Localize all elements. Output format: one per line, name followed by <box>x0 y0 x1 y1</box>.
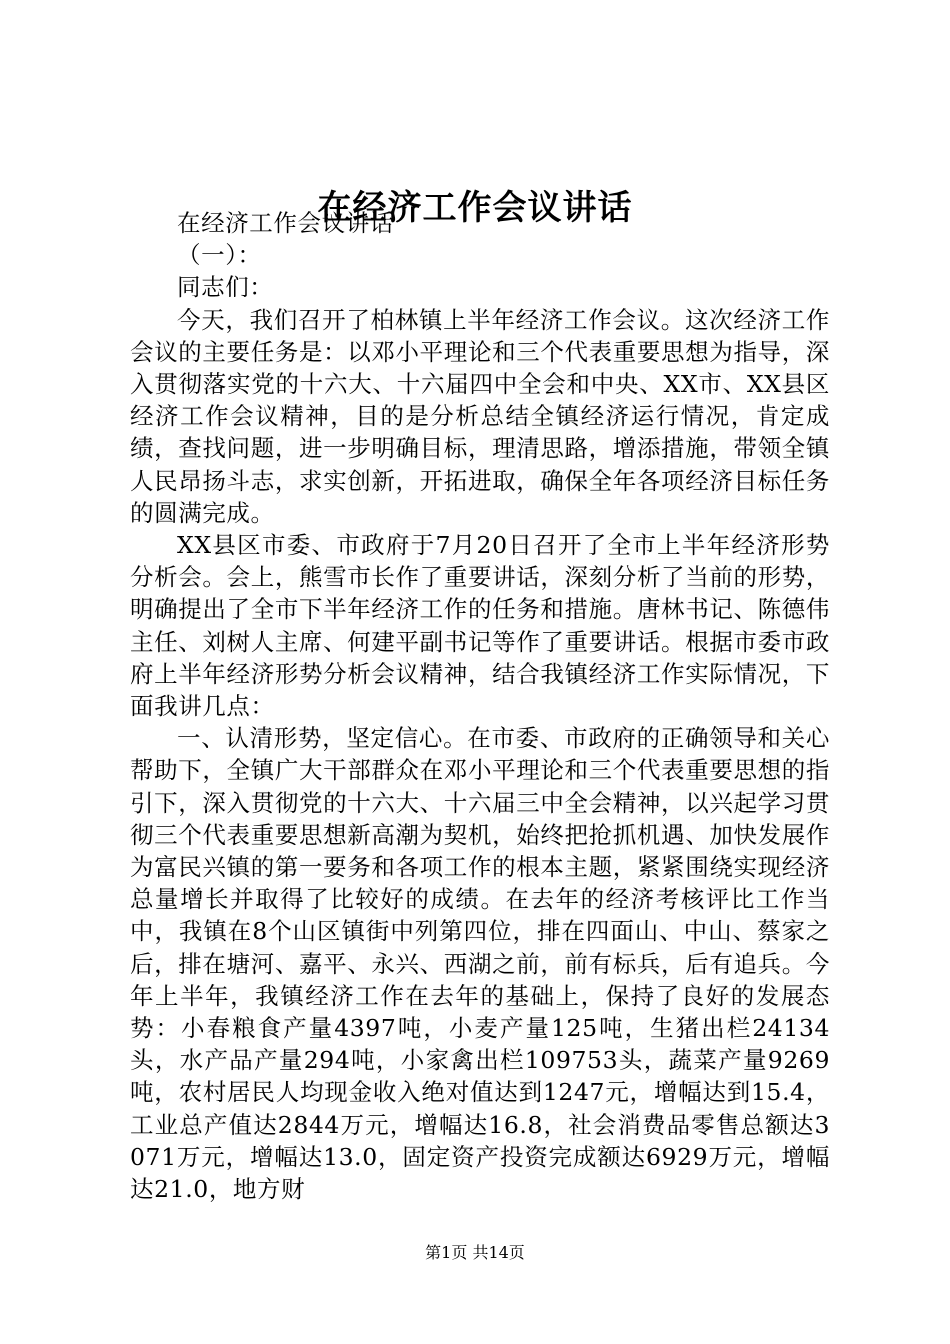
document-body <box>130 207 830 1205</box>
page-footer: 第1页 共14页 <box>425 1243 525 1262</box>
paragraph-section-number: （一）： <box>177 241 262 270</box>
paragraph-section-one: 一、认清形势，坚定信心。在市委、市政府的正确领导和关心帮助下，全镇广大干部群众在邓小平理论和三个代表重要思想的指引下，深入贯彻党的十六大、十六届三中全会精神，以兴起学习贯彻三个代表重要思想新高潮为契机，始终把抢抓机遇、加快发展作为富民兴镇的第一要务和各项工作的根本主题，紧紧围绕实现经济总量增长并取得了比较好的成绩。在去年的经济考核评比工作当中，我镇在8个山区镇街中列第四位，排在四面山、中山、蔡家之后，排在塘河、嘉平、永兴、西湖之前，前有标兵，后有追兵。今年上半年，我镇经济工作在去年的基础上，保持了良好的发展态势：小春粮食产量4397吨，小麦产量125吨，生猪出栏24134头，水产品产量294吨，小家禽出栏109753头，蔬菜产量9269吨，农村居民人均现金收入绝对值达到1247元，增幅达到15.4，工业总产值达2844万元，增幅达16.8，社会消费品零售总额达3071万元，增幅达13.0，固定资产投资完成额达6929万元，增幅达21.0，地方财 <box>130 724 830 1204</box>
document-title: 在经济工作会议讲话 <box>317 188 633 228</box>
paragraph-city-meeting: XX县区市委、市政府于7月20日召开了全市上半年经济形势分析会。会上，熊雪市长作了重要讲话，深刻分析了当前的形势，明确提出了全市下半年经济工作的任务和措施。唐林书记、陈德伟主任、刘树人主席、何建平副书记等作了重要讲话。根据市委市政府上半年经济形势分析会议精神，结合我镇经济工作实际情况，下面我讲几点： <box>130 531 830 721</box>
paragraph-subtitle: 在经济工作会议讲话 <box>177 209 394 237</box>
paragraph-salutation: 同志们： <box>177 273 274 302</box>
paragraph-opening: 今天，我们召开了柏林镇上半年经济工作会议。这次经济工作会议的主要任务是：以邓小平理论和三个代表重要思想为指导，深入贯彻落实党的十六大、十六届四中全会和中央、XX市、XX县区经济工作会议精神，目的是分析总结全镇经济运行情况，肯定成绩，查找问题，进一步明确目标，理清思路，增添措施，带领全镇人民昂扬斗志，求实创新，开拓进取，确保全年各项经济目标任务的圆满完成。 <box>130 305 830 527</box>
